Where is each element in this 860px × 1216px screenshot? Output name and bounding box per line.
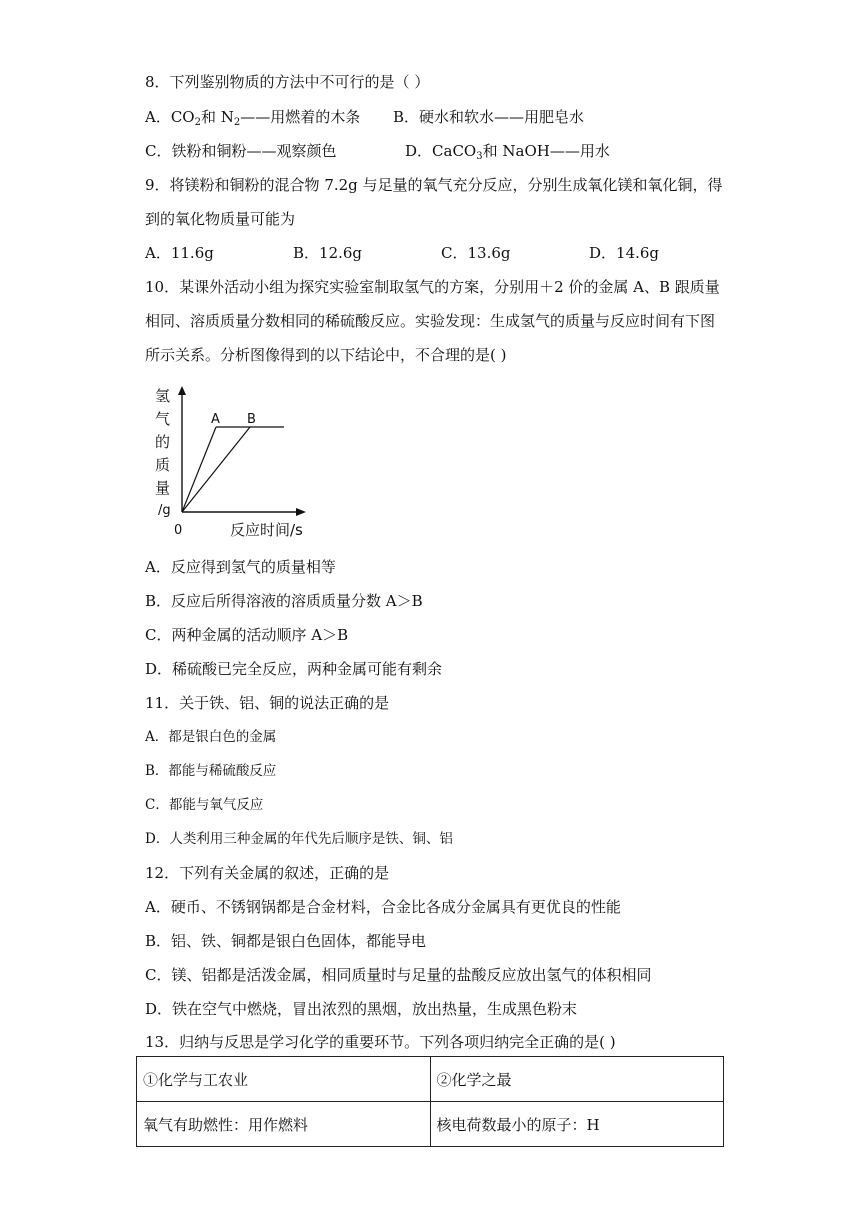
q8-stem: 8．下列鉴别物质的方法中不可行的是（ ）	[145, 73, 430, 91]
q10-option-d: D．稀硫酸已完全反应，两种金属可能有剩余	[145, 660, 443, 678]
table-cell: 核电荷数最小的原子：H	[430, 1102, 724, 1147]
q12-option-c: C．镁、铝都是活泼金属，相同质量时与足量的盐酸反应放出氢气的体积相同	[145, 966, 652, 984]
x-axis-arrow	[296, 508, 306, 516]
y-label-char-3: 的	[155, 433, 171, 451]
q12-stem: 12．下列有关金属的叙述，正确的是	[145, 864, 390, 882]
q10-option-a: A．反应得到氢气的质量相等	[145, 558, 336, 576]
table-row	[137, 1102, 724, 1147]
y-label-char-5: 量	[155, 479, 171, 497]
origin-label: 0	[174, 523, 183, 538]
y-axis-arrow	[178, 386, 186, 395]
q10-option-c: C．两种金属的活动顺序 A＞B	[145, 626, 349, 644]
q13-stem: 13．归纳与反思是学习化学的重要环节。下列各项归纳完全正确的是( )	[145, 1033, 616, 1051]
q9-option-c: C．13.6g	[441, 244, 511, 262]
q11-stem: 11．关于铁、铝、铜的说法正确的是	[145, 694, 390, 712]
y-label-char-4: 质	[155, 456, 171, 474]
q12-option-b: B．铝、铁、铜都是银白色固体，都能导电	[145, 932, 427, 950]
q9-option-a: A．11.6g	[145, 244, 214, 262]
line-a-rise	[182, 427, 216, 512]
q11-option-b: B．都能与稀硫酸反应	[145, 763, 277, 779]
q8-option-d: D．CaCO$_3$和 NaOH——用水	[405, 142, 610, 162]
label-b: B	[247, 412, 256, 427]
table-cell: ②化学之最	[430, 1057, 724, 1102]
hydrogen-mass-time-graph	[150, 385, 320, 540]
q9-stem-line2: 到的氧化物质量可能为	[145, 210, 296, 228]
q10-stem-line3: 所示关系。分析图像得到的以下结论中，不合理的是( )	[145, 346, 507, 364]
q8-option-b: B．硬水和软水——用肥皂水	[393, 108, 585, 126]
q11-option-d: D．人类利用三种金属的年代先后顺序是铁、铜、铝	[145, 831, 453, 847]
y-label-char-1: 氢	[155, 387, 171, 405]
q9-stem-line1: 9．将镁粉和铜粉的混合物 7.2g 与足量的氧气充分反应，分别生成氧化镁和氧化铜，得	[145, 176, 723, 194]
table-row	[137, 1057, 724, 1102]
line-b-rise	[182, 427, 250, 512]
q8-option-a: A．$CO_2$和 $N_2——$用燃着的木条	[145, 108, 361, 128]
q12-option-d: D．铁在空气中燃烧，冒出浓烈的黑烟，放出热量，生成黑色粉末	[145, 1000, 578, 1018]
q8-option-c: C．铁粉和铜粉——观察颜色	[145, 142, 337, 160]
x-axis-label: 反应时间/s	[230, 521, 303, 539]
table-cell: 氧气有助燃性：用作燃料	[137, 1102, 431, 1147]
q11-option-c: C．都能与氧气反应	[145, 797, 264, 813]
q10-stem-line2: 相同、溶质质量分数相同的稀硫酸反应。实验发现：生成氢气的质量与反应时间有下图	[145, 312, 716, 330]
q9-option-d: D．14.6g	[589, 244, 660, 262]
table-cell: ①化学与工农业	[137, 1057, 431, 1102]
q11-option-a: A．都是银白色的金属	[145, 729, 277, 745]
y-label-unit: /g	[158, 503, 171, 518]
y-label-char-2: 气	[155, 410, 171, 428]
q10-option-b: B．反应后所得溶液的溶质质量分数 A＞B	[145, 592, 423, 610]
q9-option-b: B．12.6g	[293, 244, 363, 262]
q12-option-a: A．硬币、不锈钢锅都是合金材料，合金比各成分金属具有更优良的性能	[145, 898, 621, 916]
label-a: A	[211, 412, 220, 427]
q13-table	[136, 1056, 724, 1147]
q10-stem-line1: 10．某课外活动小组为探究实验室制取氢气的方案，分别用＋2 价的金属 A、B 跟质量	[145, 278, 720, 296]
